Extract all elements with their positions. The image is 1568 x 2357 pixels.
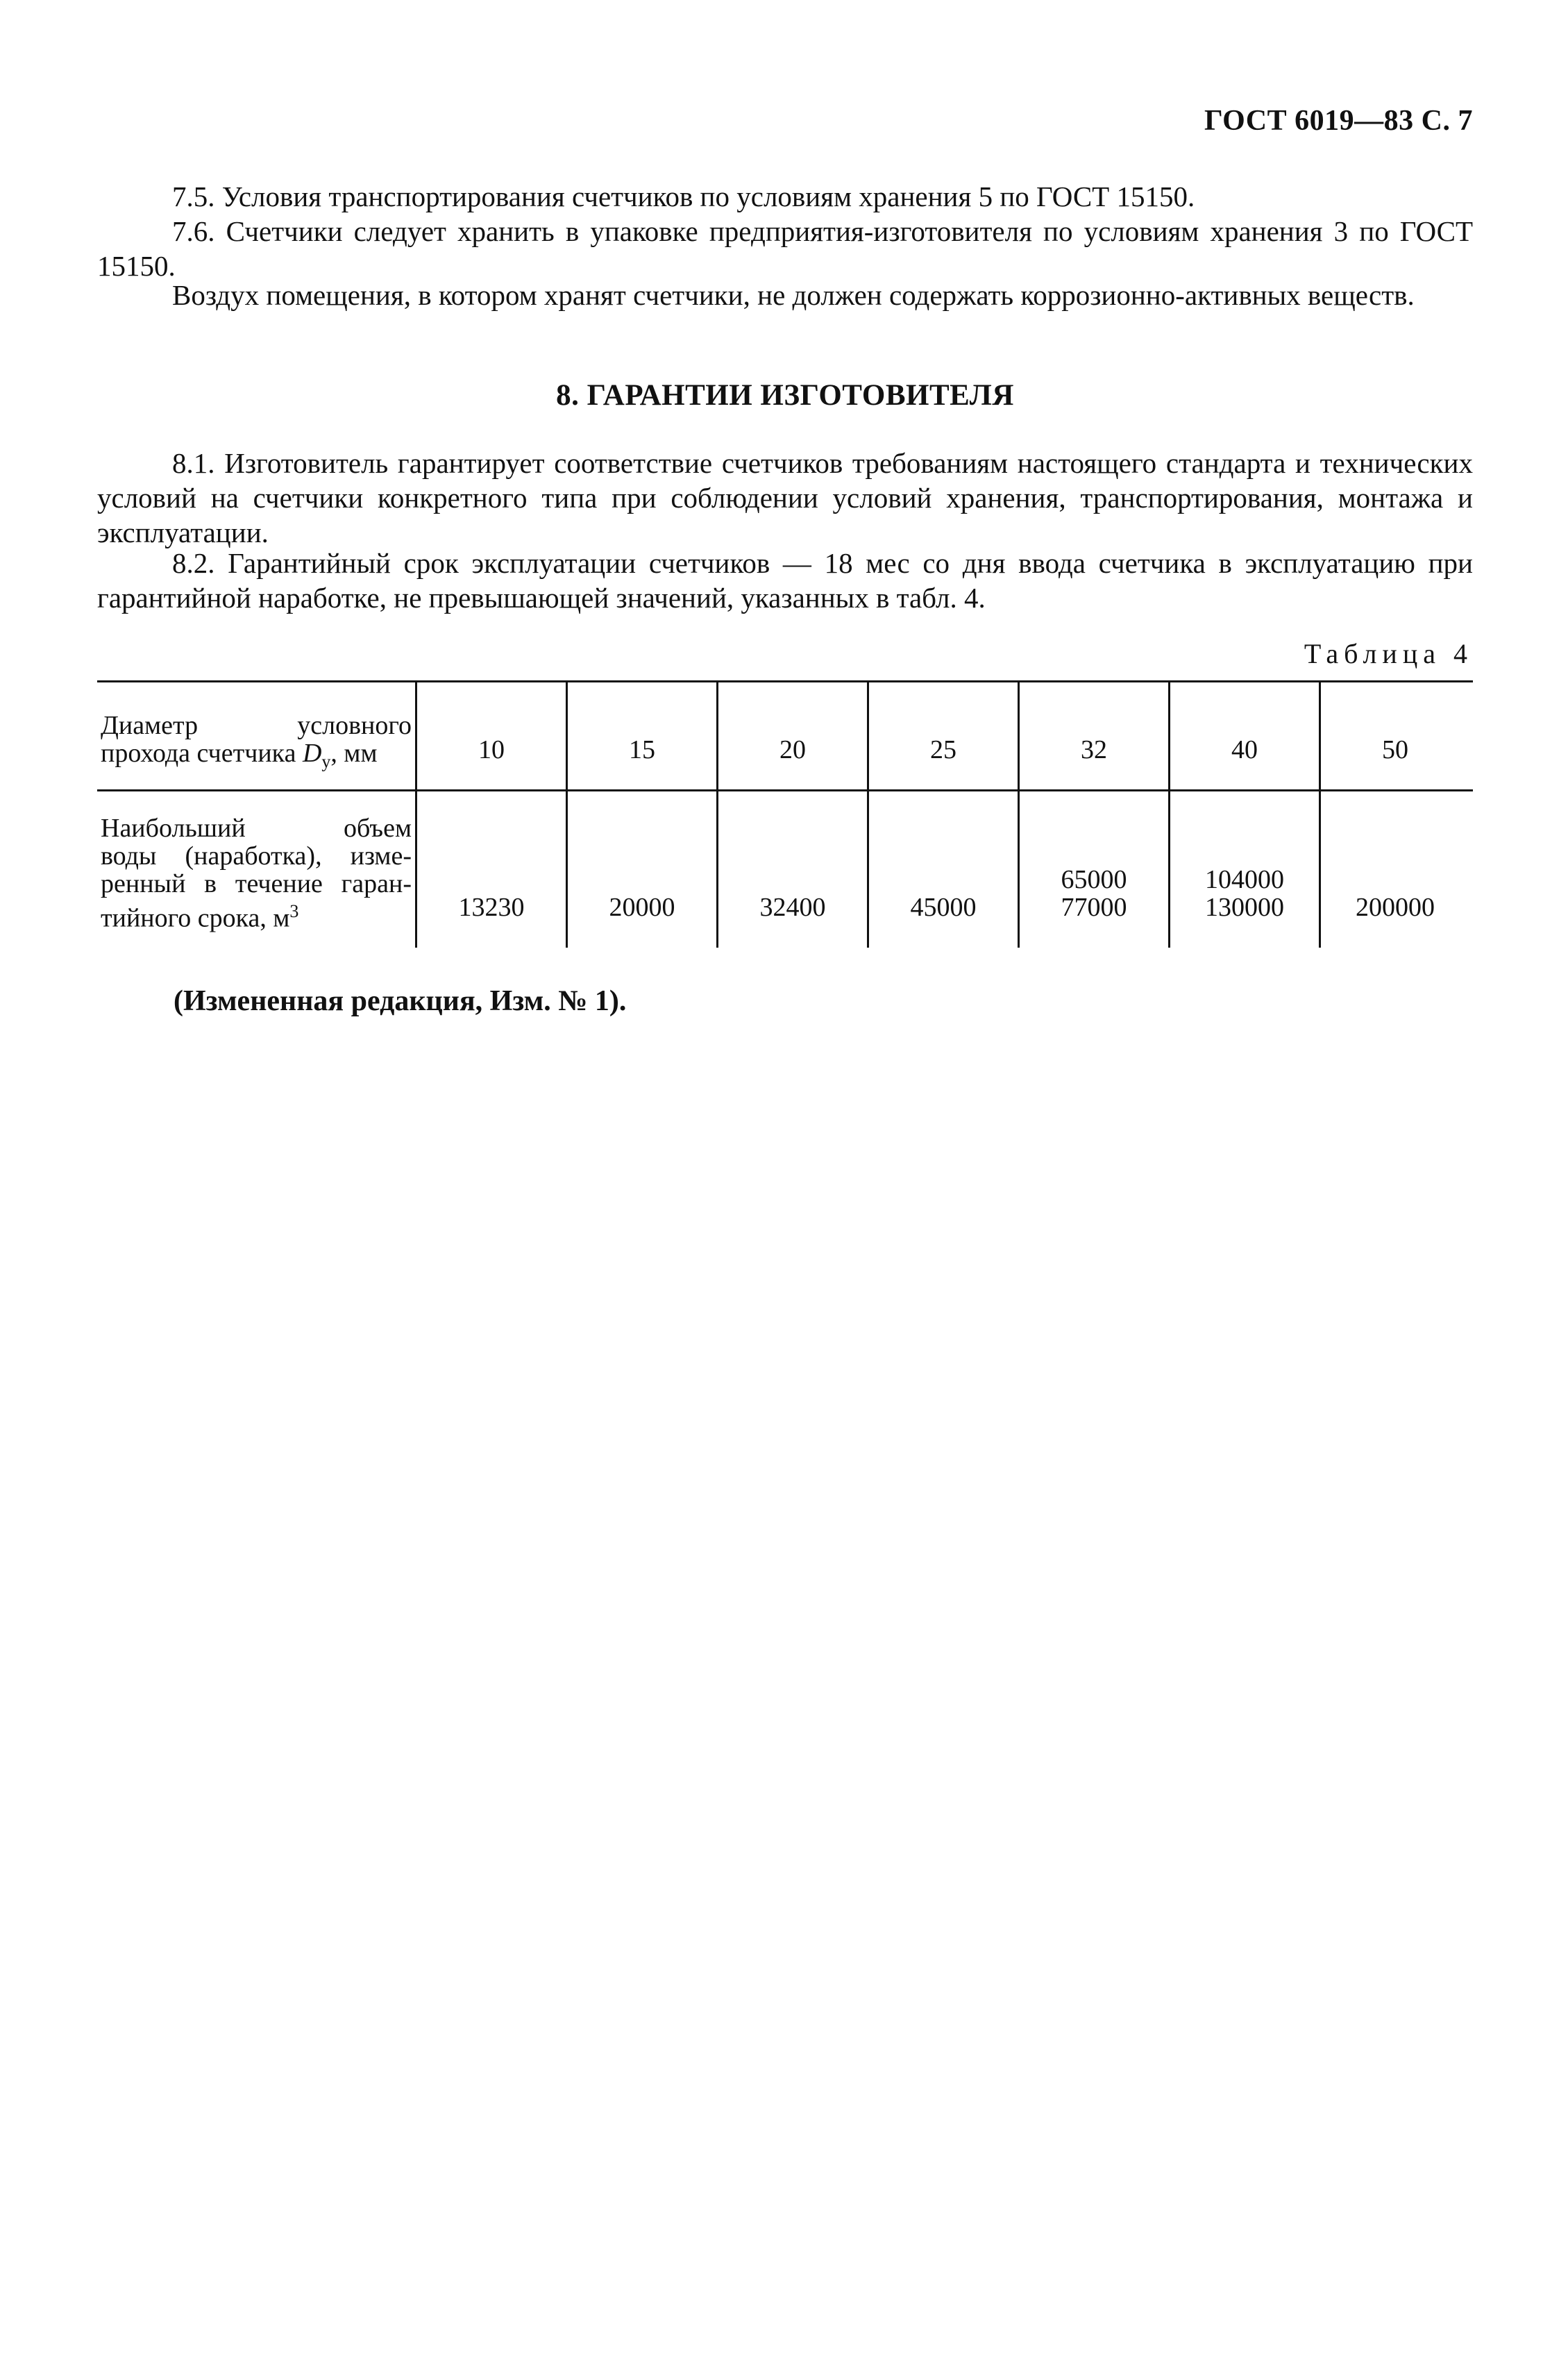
paragraph-7-6: 7.6. Счетчики следует хранить в упаковке предприятия-изготовителя по условиям хранения 3 по ГОСТ 15150. bbox=[97, 215, 1473, 282]
volume-cell-upper: 65000 bbox=[1061, 865, 1127, 894]
volume-cell: 20000 bbox=[609, 893, 675, 922]
table-top-rule bbox=[97, 680, 1473, 682]
diameter-cell: 32 bbox=[1081, 735, 1107, 764]
running-header: ГОСТ 6019—83 С. 7 bbox=[1204, 105, 1473, 137]
row-header-volume-line: Наибольший объем bbox=[101, 814, 412, 843]
volume-cell: 130000 bbox=[1205, 893, 1284, 922]
diameter-cell: 20 bbox=[779, 735, 806, 764]
amendment-note: (Измененная редакция, Изм. № 1). bbox=[174, 985, 627, 1017]
paragraph-8-2: 8.2. Гарантийный срок эксплуатации счетчиков — 18 мес со дня ввода счетчика в эксплуатацию при гарантийной наработке, не превышающей значений, указанных в табл. 4. bbox=[97, 547, 1473, 614]
paragraph-8-1: 8.1. Изготовитель гарантирует соответствие счетчиков требованиям настоящего стандарта и технических условий на счетчики конкретного типа при соблюдении условий хранения, транспортирования, монтажа и эксплуатации. bbox=[97, 447, 1473, 548]
row-header-volume-line: тийного срока, $м^3$ bbox=[101, 901, 299, 933]
row-header-volume-line: ренный в течение гаран- bbox=[101, 869, 412, 898]
row-header-volume bbox=[101, 814, 412, 932]
diameter-cell: 15 bbox=[629, 735, 655, 764]
table-caption: Таблица 4 bbox=[1304, 638, 1473, 669]
volume-cell: 45000 bbox=[910, 893, 977, 922]
volume-cell: 77000 bbox=[1061, 893, 1127, 922]
diameter-cell: 25 bbox=[930, 735, 956, 764]
row-header-diameter-line: прохода счетчика $D_у$, мм bbox=[101, 739, 378, 772]
row-header-volume-line: воды (наработка), изме- bbox=[101, 841, 412, 871]
volume-cell-upper: 104000 bbox=[1205, 865, 1284, 894]
section-8-title: 8. ГАРАНТИИ ИЗГОТОВИТЕЛЯ bbox=[556, 379, 1014, 412]
paragraph-7-5: 7.5. Условия транспортирования счетчиков по условиям хранения 5 по ГОСТ 15150. bbox=[172, 181, 1195, 212]
volume-cell: 13230 bbox=[458, 893, 525, 922]
diameter-cell: 40 bbox=[1231, 735, 1258, 764]
volume-cell: 200000 bbox=[1356, 893, 1435, 922]
table-middle-rule bbox=[97, 789, 1473, 791]
volume-cell: 32400 bbox=[759, 893, 826, 922]
row-header-diameter bbox=[101, 712, 412, 776]
paragraph-air: Воздух помещения, в котором хранят счетчики, не должен содержать коррозионно-активных веществ. bbox=[172, 279, 1415, 311]
row-header-diameter-line: Диаметр условного bbox=[101, 711, 412, 740]
diameter-cell: 50 bbox=[1382, 735, 1408, 764]
diameter-cell: 10 bbox=[478, 735, 505, 764]
